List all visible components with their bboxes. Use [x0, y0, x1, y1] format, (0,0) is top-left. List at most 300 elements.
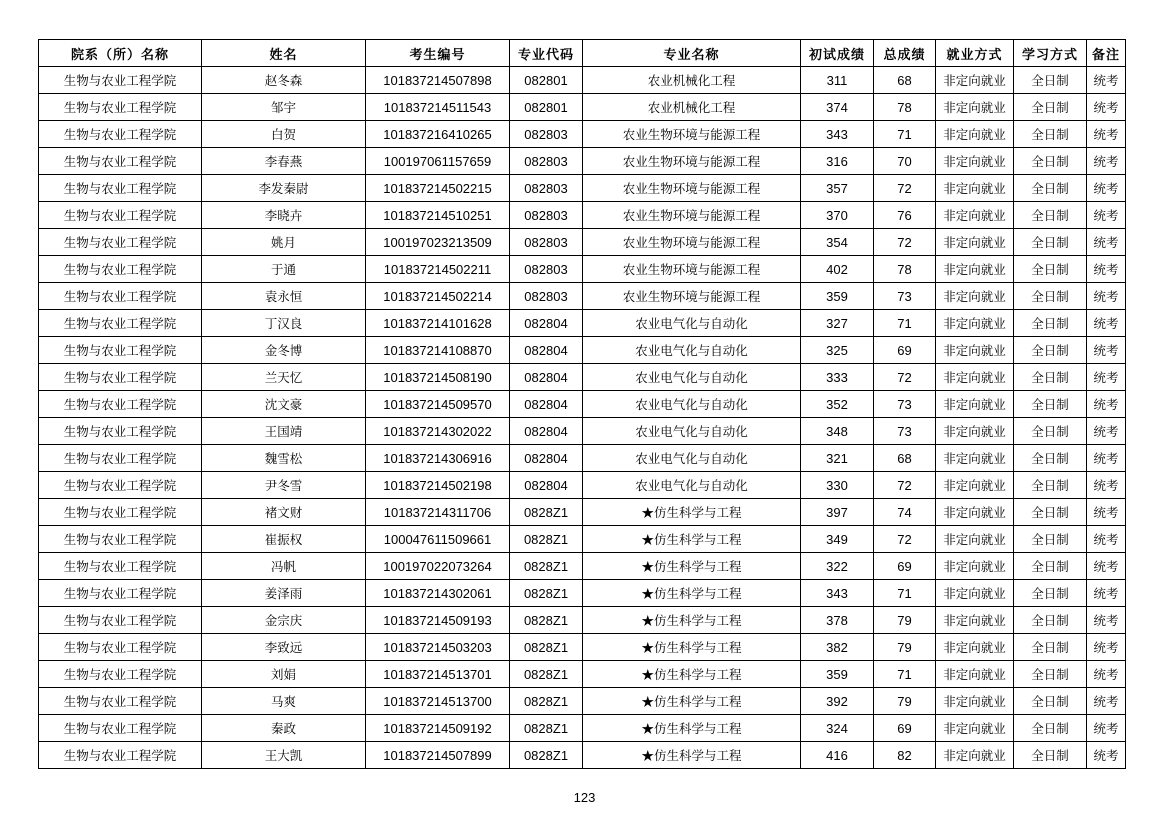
cell-major-name: 农业电气化与自动化: [583, 337, 801, 364]
header-remarks: 备注: [1087, 40, 1126, 67]
cell-major-name: 农业生物环境与能源工程: [583, 283, 801, 310]
cell-remarks: 统考: [1087, 580, 1126, 607]
cell-total-score: 71: [874, 580, 936, 607]
cell-employment-type: 非定向就业: [936, 202, 1014, 229]
header-major-code: 专业代码: [510, 40, 583, 67]
table-row: [39, 607, 1126, 634]
table-row: [39, 715, 1126, 742]
cell-candidate-id: 101837214502214: [366, 283, 510, 310]
cell-name: 魏雪松: [202, 445, 366, 472]
cell-name: 金冬博: [202, 337, 366, 364]
header-candidate-id: 考生编号: [366, 40, 510, 67]
cell-total-score: 69: [874, 553, 936, 580]
cell-major-code: 082803: [510, 202, 583, 229]
cell-study-mode: 全日制: [1014, 742, 1087, 769]
cell-employment-type: 非定向就业: [936, 175, 1014, 202]
cell-major-code: 082803: [510, 229, 583, 256]
cell-name: 赵冬森: [202, 67, 366, 94]
cell-employment-type: 非定向就业: [936, 256, 1014, 283]
cell-total-score: 72: [874, 364, 936, 391]
cell-remarks: 统考: [1087, 67, 1126, 94]
cell-name: 王国靖: [202, 418, 366, 445]
cell-candidate-id: 101837214302061: [366, 580, 510, 607]
cell-major-code: 0828Z1: [510, 688, 583, 715]
cell-name: 刘娟: [202, 661, 366, 688]
cell-major-code: 0828Z1: [510, 553, 583, 580]
cell-candidate-id: 101837214513700: [366, 688, 510, 715]
cell-department: 生物与农业工程学院: [39, 310, 202, 337]
cell-initial-score: 333: [801, 364, 874, 391]
cell-candidate-id: 101837214302022: [366, 418, 510, 445]
cell-major-code: 082804: [510, 310, 583, 337]
cell-name: 金宗庆: [202, 607, 366, 634]
header-employment-type: 就业方式: [936, 40, 1014, 67]
cell-name: 姜泽雨: [202, 580, 366, 607]
cell-total-score: 71: [874, 121, 936, 148]
cell-remarks: 统考: [1087, 472, 1126, 499]
header-name: 姓名: [202, 40, 366, 67]
cell-major-name: 农业机械化工程: [583, 67, 801, 94]
cell-name: 李发秦尉: [202, 175, 366, 202]
cell-remarks: 统考: [1087, 661, 1126, 688]
cell-employment-type: 非定向就业: [936, 67, 1014, 94]
cell-employment-type: 非定向就业: [936, 526, 1014, 553]
cell-study-mode: 全日制: [1014, 688, 1087, 715]
cell-major-name: 农业生物环境与能源工程: [583, 175, 801, 202]
cell-study-mode: 全日制: [1014, 364, 1087, 391]
table-row: [39, 418, 1126, 445]
cell-department: 生物与农业工程学院: [39, 94, 202, 121]
cell-candidate-id: 100047611509661: [366, 526, 510, 553]
cell-employment-type: 非定向就业: [936, 148, 1014, 175]
cell-initial-score: 348: [801, 418, 874, 445]
table-row: [39, 661, 1126, 688]
cell-total-score: 69: [874, 337, 936, 364]
cell-total-score: 72: [874, 526, 936, 553]
table-header-row: [39, 40, 1126, 67]
cell-major-code: 0828Z1: [510, 580, 583, 607]
cell-initial-score: 374: [801, 94, 874, 121]
cell-major-name: ★仿生科学与工程: [583, 688, 801, 715]
table-row: [39, 688, 1126, 715]
admission-table: [38, 39, 1126, 769]
cell-name: 秦政: [202, 715, 366, 742]
cell-study-mode: 全日制: [1014, 580, 1087, 607]
table-row: [39, 499, 1126, 526]
cell-major-code: 082804: [510, 364, 583, 391]
cell-total-score: 73: [874, 418, 936, 445]
header-total-score: 总成绩: [874, 40, 936, 67]
cell-major-name: ★仿生科学与工程: [583, 661, 801, 688]
cell-candidate-id: 101837214502198: [366, 472, 510, 499]
cell-name: 邹宇: [202, 94, 366, 121]
cell-department: 生物与农业工程学院: [39, 418, 202, 445]
cell-study-mode: 全日制: [1014, 121, 1087, 148]
cell-remarks: 统考: [1087, 607, 1126, 634]
cell-department: 生物与农业工程学院: [39, 175, 202, 202]
cell-total-score: 71: [874, 310, 936, 337]
cell-employment-type: 非定向就业: [936, 445, 1014, 472]
cell-employment-type: 非定向就业: [936, 364, 1014, 391]
cell-name: 兰天忆: [202, 364, 366, 391]
cell-name: 褚文财: [202, 499, 366, 526]
cell-name: 冯帆: [202, 553, 366, 580]
table-row: [39, 94, 1126, 121]
cell-name: 沈文豪: [202, 391, 366, 418]
cell-candidate-id: 100197022073264: [366, 553, 510, 580]
cell-major-code: 082803: [510, 121, 583, 148]
cell-remarks: 统考: [1087, 391, 1126, 418]
cell-employment-type: 非定向就业: [936, 607, 1014, 634]
cell-name: 李致远: [202, 634, 366, 661]
cell-major-name: ★仿生科学与工程: [583, 553, 801, 580]
table-row: [39, 526, 1126, 553]
cell-study-mode: 全日制: [1014, 391, 1087, 418]
cell-department: 生物与农业工程学院: [39, 526, 202, 553]
cell-remarks: 统考: [1087, 418, 1126, 445]
cell-employment-type: 非定向就业: [936, 121, 1014, 148]
cell-study-mode: 全日制: [1014, 175, 1087, 202]
cell-candidate-id: 101837214510251: [366, 202, 510, 229]
cell-major-name: 农业生物环境与能源工程: [583, 229, 801, 256]
cell-total-score: 72: [874, 175, 936, 202]
cell-total-score: 71: [874, 661, 936, 688]
cell-remarks: 统考: [1087, 715, 1126, 742]
cell-major-code: 0828Z1: [510, 715, 583, 742]
cell-major-name: 农业电气化与自动化: [583, 472, 801, 499]
cell-total-score: 73: [874, 283, 936, 310]
cell-major-code: 082803: [510, 283, 583, 310]
cell-initial-score: 321: [801, 445, 874, 472]
cell-employment-type: 非定向就业: [936, 283, 1014, 310]
cell-employment-type: 非定向就业: [936, 580, 1014, 607]
cell-department: 生物与农业工程学院: [39, 607, 202, 634]
cell-department: 生物与农业工程学院: [39, 715, 202, 742]
table-row: [39, 391, 1126, 418]
table-row: [39, 148, 1126, 175]
cell-major-name: 农业生物环境与能源工程: [583, 121, 801, 148]
table-body: [39, 67, 1126, 769]
cell-department: 生物与农业工程学院: [39, 364, 202, 391]
header-department: 院系（所）名称: [39, 40, 202, 67]
cell-major-code: 0828Z1: [510, 634, 583, 661]
cell-remarks: 统考: [1087, 445, 1126, 472]
cell-major-name: 农业电气化与自动化: [583, 391, 801, 418]
cell-major-code: 082804: [510, 391, 583, 418]
cell-major-code: 0828Z1: [510, 742, 583, 769]
cell-remarks: 统考: [1087, 202, 1126, 229]
cell-major-name: ★仿生科学与工程: [583, 634, 801, 661]
cell-major-name: 农业电气化与自动化: [583, 310, 801, 337]
cell-candidate-id: 101837214509192: [366, 715, 510, 742]
cell-remarks: 统考: [1087, 337, 1126, 364]
cell-remarks: 统考: [1087, 499, 1126, 526]
cell-employment-type: 非定向就业: [936, 472, 1014, 499]
table-row: [39, 553, 1126, 580]
cell-candidate-id: 101837214306916: [366, 445, 510, 472]
cell-initial-score: 327: [801, 310, 874, 337]
cell-major-code: 082801: [510, 67, 583, 94]
cell-candidate-id: 100197023213509: [366, 229, 510, 256]
cell-study-mode: 全日制: [1014, 67, 1087, 94]
cell-name: 袁永恒: [202, 283, 366, 310]
cell-study-mode: 全日制: [1014, 94, 1087, 121]
cell-name: 丁汉良: [202, 310, 366, 337]
table-row: [39, 283, 1126, 310]
cell-name: 马爽: [202, 688, 366, 715]
cell-study-mode: 全日制: [1014, 499, 1087, 526]
header-study-mode: 学习方式: [1014, 40, 1087, 67]
cell-remarks: 统考: [1087, 283, 1126, 310]
cell-study-mode: 全日制: [1014, 715, 1087, 742]
cell-study-mode: 全日制: [1014, 229, 1087, 256]
cell-remarks: 统考: [1087, 175, 1126, 202]
cell-department: 生物与农业工程学院: [39, 229, 202, 256]
cell-candidate-id: 101837214507898: [366, 67, 510, 94]
cell-total-score: 79: [874, 634, 936, 661]
cell-department: 生物与农业工程学院: [39, 553, 202, 580]
cell-employment-type: 非定向就业: [936, 742, 1014, 769]
cell-department: 生物与农业工程学院: [39, 634, 202, 661]
table-row: [39, 337, 1126, 364]
cell-department: 生物与农业工程学院: [39, 67, 202, 94]
cell-remarks: 统考: [1087, 688, 1126, 715]
cell-study-mode: 全日制: [1014, 202, 1087, 229]
cell-candidate-id: 100197061157659: [366, 148, 510, 175]
cell-department: 生物与农业工程学院: [39, 283, 202, 310]
cell-total-score: 72: [874, 472, 936, 499]
cell-major-code: 082803: [510, 148, 583, 175]
cell-initial-score: 382: [801, 634, 874, 661]
cell-department: 生物与农业工程学院: [39, 202, 202, 229]
cell-initial-score: 324: [801, 715, 874, 742]
cell-initial-score: 349: [801, 526, 874, 553]
table-row: [39, 742, 1126, 769]
cell-name: 崔振权: [202, 526, 366, 553]
page-number: 123: [573, 790, 596, 805]
cell-major-name: 农业电气化与自动化: [583, 364, 801, 391]
cell-major-code: 082804: [510, 472, 583, 499]
cell-candidate-id: 101837214509193: [366, 607, 510, 634]
cell-name: 王大凯: [202, 742, 366, 769]
cell-major-code: 0828Z1: [510, 499, 583, 526]
cell-study-mode: 全日制: [1014, 418, 1087, 445]
cell-remarks: 统考: [1087, 742, 1126, 769]
cell-total-score: 79: [874, 607, 936, 634]
cell-remarks: 统考: [1087, 526, 1126, 553]
cell-department: 生物与农业工程学院: [39, 472, 202, 499]
cell-initial-score: 352: [801, 391, 874, 418]
cell-total-score: 72: [874, 229, 936, 256]
cell-initial-score: 359: [801, 283, 874, 310]
cell-major-name: ★仿生科学与工程: [583, 742, 801, 769]
cell-total-score: 69: [874, 715, 936, 742]
cell-total-score: 79: [874, 688, 936, 715]
cell-remarks: 统考: [1087, 310, 1126, 337]
cell-employment-type: 非定向就业: [936, 337, 1014, 364]
cell-major-code: 082801: [510, 94, 583, 121]
cell-study-mode: 全日制: [1014, 634, 1087, 661]
cell-department: 生物与农业工程学院: [39, 391, 202, 418]
cell-name: 于通: [202, 256, 366, 283]
cell-study-mode: 全日制: [1014, 310, 1087, 337]
cell-major-code: 082804: [510, 445, 583, 472]
header-initial-score: 初试成绩: [801, 40, 874, 67]
cell-total-score: 82: [874, 742, 936, 769]
cell-major-name: 农业机械化工程: [583, 94, 801, 121]
cell-employment-type: 非定向就业: [936, 715, 1014, 742]
cell-initial-score: 392: [801, 688, 874, 715]
cell-major-code: 082804: [510, 337, 583, 364]
cell-major-name: ★仿生科学与工程: [583, 607, 801, 634]
cell-employment-type: 非定向就业: [936, 634, 1014, 661]
cell-study-mode: 全日制: [1014, 526, 1087, 553]
cell-candidate-id: 101837214101628: [366, 310, 510, 337]
cell-name: 姚月: [202, 229, 366, 256]
cell-study-mode: 全日制: [1014, 661, 1087, 688]
cell-total-score: 78: [874, 94, 936, 121]
cell-name: 李春燕: [202, 148, 366, 175]
cell-remarks: 统考: [1087, 148, 1126, 175]
table-row: [39, 634, 1126, 661]
cell-study-mode: 全日制: [1014, 607, 1087, 634]
cell-employment-type: 非定向就业: [936, 499, 1014, 526]
cell-department: 生物与农业工程学院: [39, 580, 202, 607]
cell-candidate-id: 101837214503203: [366, 634, 510, 661]
cell-remarks: 统考: [1087, 634, 1126, 661]
cell-initial-score: 359: [801, 661, 874, 688]
cell-employment-type: 非定向就业: [936, 229, 1014, 256]
cell-major-name: 农业电气化与自动化: [583, 445, 801, 472]
table-row: [39, 256, 1126, 283]
cell-candidate-id: 101837214502215: [366, 175, 510, 202]
cell-major-code: 082803: [510, 256, 583, 283]
cell-initial-score: 402: [801, 256, 874, 283]
cell-candidate-id: 101837214511543: [366, 94, 510, 121]
cell-initial-score: 343: [801, 580, 874, 607]
cell-employment-type: 非定向就业: [936, 94, 1014, 121]
cell-department: 生物与农业工程学院: [39, 256, 202, 283]
cell-study-mode: 全日制: [1014, 283, 1087, 310]
cell-initial-score: 354: [801, 229, 874, 256]
cell-initial-score: 325: [801, 337, 874, 364]
cell-candidate-id: 101837214509570: [366, 391, 510, 418]
cell-total-score: 68: [874, 67, 936, 94]
cell-remarks: 统考: [1087, 256, 1126, 283]
cell-initial-score: 397: [801, 499, 874, 526]
cell-initial-score: 311: [801, 67, 874, 94]
table-row: [39, 445, 1126, 472]
cell-initial-score: 357: [801, 175, 874, 202]
table-row: [39, 175, 1126, 202]
cell-major-code: 0828Z1: [510, 607, 583, 634]
cell-study-mode: 全日制: [1014, 256, 1087, 283]
cell-candidate-id: 101837214502211: [366, 256, 510, 283]
cell-employment-type: 非定向就业: [936, 661, 1014, 688]
cell-department: 生物与农业工程学院: [39, 148, 202, 175]
cell-initial-score: 316: [801, 148, 874, 175]
cell-employment-type: 非定向就业: [936, 391, 1014, 418]
cell-total-score: 78: [874, 256, 936, 283]
cell-study-mode: 全日制: [1014, 553, 1087, 580]
cell-candidate-id: 101837214507899: [366, 742, 510, 769]
cell-total-score: 68: [874, 445, 936, 472]
cell-study-mode: 全日制: [1014, 148, 1087, 175]
cell-remarks: 统考: [1087, 94, 1126, 121]
cell-major-name: ★仿生科学与工程: [583, 715, 801, 742]
table-row: [39, 580, 1126, 607]
cell-employment-type: 非定向就业: [936, 418, 1014, 445]
cell-major-name: ★仿生科学与工程: [583, 526, 801, 553]
cell-remarks: 统考: [1087, 364, 1126, 391]
table-row: [39, 364, 1126, 391]
cell-major-name: ★仿生科学与工程: [583, 499, 801, 526]
cell-initial-score: 416: [801, 742, 874, 769]
cell-major-code: 082804: [510, 418, 583, 445]
cell-department: 生物与农业工程学院: [39, 499, 202, 526]
cell-name: 李晓卉: [202, 202, 366, 229]
cell-major-name: 农业生物环境与能源工程: [583, 148, 801, 175]
cell-candidate-id: 101837216410265: [366, 121, 510, 148]
cell-remarks: 统考: [1087, 229, 1126, 256]
cell-name: 尹冬雪: [202, 472, 366, 499]
cell-total-score: 73: [874, 391, 936, 418]
cell-candidate-id: 101837214513701: [366, 661, 510, 688]
cell-candidate-id: 101837214108870: [366, 337, 510, 364]
table-row: [39, 202, 1126, 229]
cell-remarks: 统考: [1087, 121, 1126, 148]
cell-major-name: 农业生物环境与能源工程: [583, 202, 801, 229]
cell-study-mode: 全日制: [1014, 337, 1087, 364]
cell-total-score: 76: [874, 202, 936, 229]
cell-department: 生物与农业工程学院: [39, 688, 202, 715]
cell-department: 生物与农业工程学院: [39, 445, 202, 472]
cell-study-mode: 全日制: [1014, 445, 1087, 472]
table-row: [39, 121, 1126, 148]
cell-major-name: 农业电气化与自动化: [583, 418, 801, 445]
cell-employment-type: 非定向就业: [936, 553, 1014, 580]
cell-candidate-id: 101837214508190: [366, 364, 510, 391]
cell-major-code: 0828Z1: [510, 661, 583, 688]
cell-major-name: 农业生物环境与能源工程: [583, 256, 801, 283]
table-row: [39, 229, 1126, 256]
cell-candidate-id: 101837214311706: [366, 499, 510, 526]
cell-total-score: 70: [874, 148, 936, 175]
table-row: [39, 310, 1126, 337]
table-row: [39, 67, 1126, 94]
cell-department: 生物与农业工程学院: [39, 121, 202, 148]
cell-total-score: 74: [874, 499, 936, 526]
cell-department: 生物与农业工程学院: [39, 337, 202, 364]
cell-major-name: ★仿生科学与工程: [583, 580, 801, 607]
table-row: [39, 472, 1126, 499]
cell-department: 生物与农业工程学院: [39, 661, 202, 688]
cell-name: 白贺: [202, 121, 366, 148]
cell-initial-score: 378: [801, 607, 874, 634]
cell-initial-score: 370: [801, 202, 874, 229]
cell-major-code: 082803: [510, 175, 583, 202]
cell-employment-type: 非定向就业: [936, 688, 1014, 715]
cell-study-mode: 全日制: [1014, 472, 1087, 499]
cell-department: 生物与农业工程学院: [39, 742, 202, 769]
cell-remarks: 统考: [1087, 553, 1126, 580]
cell-initial-score: 330: [801, 472, 874, 499]
cell-initial-score: 322: [801, 553, 874, 580]
cell-initial-score: 343: [801, 121, 874, 148]
cell-employment-type: 非定向就业: [936, 310, 1014, 337]
header-major-name: 专业名称: [583, 40, 801, 67]
cell-major-code: 0828Z1: [510, 526, 583, 553]
